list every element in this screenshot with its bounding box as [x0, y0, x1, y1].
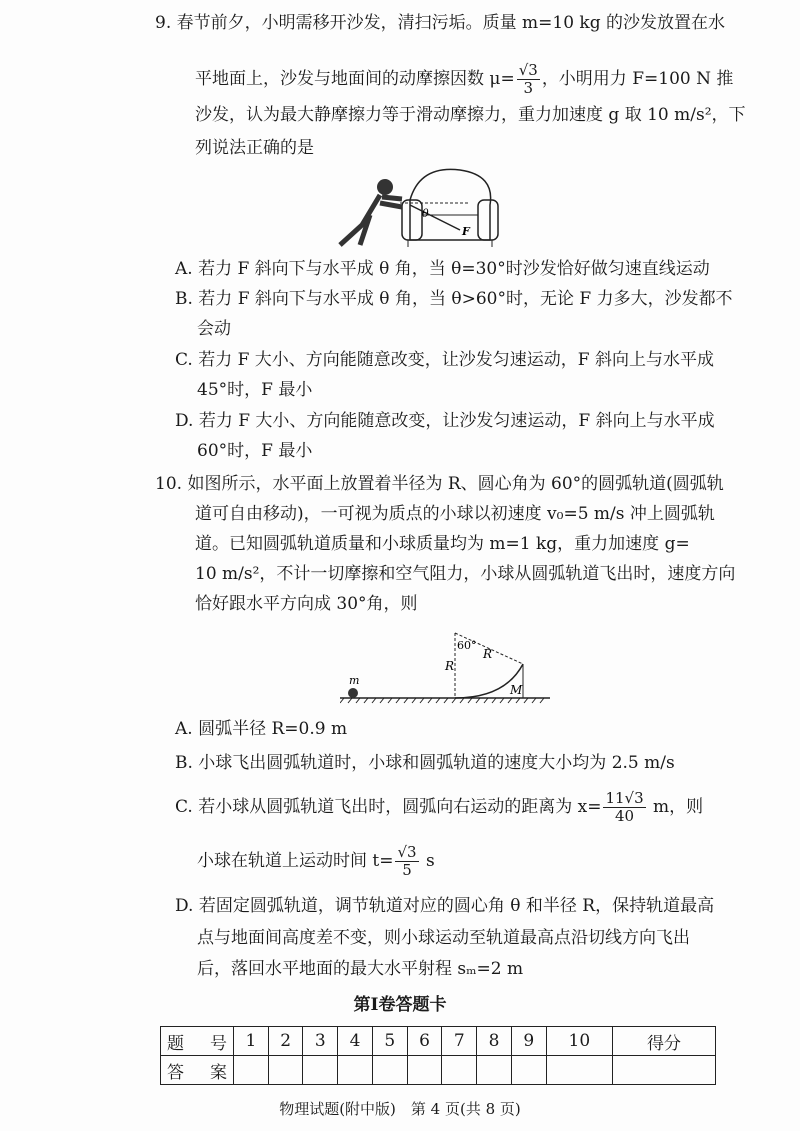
q9-option-b-cont: 会动 — [197, 319, 231, 339]
question-number: 4 — [338, 1027, 373, 1056]
answer-cell[interactable] — [407, 1056, 442, 1085]
q10-option-c-cont: 小球在轨道上运动时间 t= $\frac{√3}{5}$ s — [197, 843, 435, 879]
answer-cell[interactable] — [546, 1056, 613, 1085]
row-label: 题 号 — [161, 1027, 234, 1056]
q10-line: 10 m/s²，不计一切摩擦和空气阻力，小球从圆弧轨道飞出时，速度方向 — [195, 564, 736, 584]
question-number: 6 — [407, 1027, 442, 1056]
q9-line: 平地面上，沙发与地面间的动摩擦因数 μ= $\frac{√3}{3}$ ，小明用力 F=100 N 推 — [195, 61, 734, 97]
svg-text:60°: 60° — [457, 639, 477, 652]
q10-line: 道可自由移动)，一可视为质点的小球以初速度 v₀=5 m/s 冲上圆弧轨 — [195, 504, 715, 524]
answer-cell[interactable] — [477, 1056, 512, 1085]
q10-option-a: A. 圆弧半径 R=0.9 m — [175, 719, 348, 739]
question-number: 3 — [303, 1027, 338, 1056]
q10-option-d-cont: 点与地面间高度差不变，则小球运动至轨道最高点沿切线方向飞出 — [197, 928, 690, 948]
page-footer: 物理试题(附中版) 第 4 页(共 8 页) — [279, 1100, 521, 1118]
q9-line: 9. 春节前夕，小明需移开沙发，清扫污垢。质量 m=10 kg 的沙发放置在水 — [155, 13, 726, 33]
question-number: 9 — [511, 1027, 546, 1056]
fraction: $\frac{√3}{3}$ — [518, 61, 538, 97]
q10-option-d: D. 若固定圆弧轨道，调节轨道对应的圆心角 θ 和半径 R，保持轨道最高 — [175, 896, 715, 916]
fraction: $\frac{√3}{5}$ — [397, 843, 417, 879]
question-number: 7 — [442, 1027, 477, 1056]
sofa-figure — [300, 165, 500, 250]
q10-line: 道。已知圆弧轨道质量和小球质量均为 m=1 kg，重力加速度 g= — [195, 534, 690, 554]
svg-text:θ: θ — [422, 207, 429, 220]
svg-text:R: R — [445, 659, 455, 673]
score-cell[interactable] — [613, 1056, 716, 1085]
svg-text:m: m — [349, 674, 360, 687]
q10-line: 10. 如图所示，水平面上放置着半径为 R、圆心角为 60°的圆弧轨道(圆弧轨 — [155, 474, 724, 494]
answer-card-title: 第Ⅰ卷答题卡 — [353, 995, 447, 1015]
q10-option-d-cont: 后，落回水平地面的最大水平射程 sₘ=2 m — [197, 959, 524, 979]
answer-cell[interactable] — [442, 1056, 477, 1085]
row-label: 答 案 — [161, 1056, 234, 1085]
question-number: 1 — [234, 1027, 269, 1056]
answer-card-table — [160, 1026, 716, 1085]
question-number: 8 — [477, 1027, 512, 1056]
answer-cell[interactable] — [372, 1056, 407, 1085]
answer-cell[interactable] — [511, 1056, 546, 1085]
q9-option-d-cont: 60°时，F 最小 — [197, 441, 313, 461]
question-number: 10 — [546, 1027, 613, 1056]
svg-text:R: R — [483, 647, 493, 661]
question-number: 5 — [372, 1027, 407, 1056]
q9-option-c-cont: 45°时，F 最小 — [197, 380, 313, 400]
q9-option-b: B. 若力 F 斜向下与水平成 θ 角，当 θ>60°时，无论 F 力多大，沙发都不 — [175, 289, 733, 309]
q10-line: 恰好跟水平方向成 30°角，则 — [195, 594, 418, 614]
q10-option-b: B. 小球飞出圆弧轨道时，小球和圆弧轨道的速度大小均为 2.5 m/s — [175, 753, 675, 773]
track-figure — [340, 625, 550, 705]
q10-option-c: C. 若小球从圆弧轨道飞出时，圆弧向右运动的距离为 x= $\frac{11√3}{40}$ m，则 — [175, 789, 704, 825]
fraction: $\frac{11√3}{40}$ — [605, 789, 644, 825]
answer-cell[interactable] — [234, 1056, 269, 1085]
answer-cell[interactable] — [338, 1056, 373, 1085]
svg-text:F: F — [462, 225, 470, 238]
question-number: 2 — [268, 1027, 303, 1056]
q9-line: 沙发，认为最大静摩擦力等于滑动摩擦力，重力加速度 g 取 10 m/s²，下 — [195, 105, 746, 125]
answer-cell[interactable] — [303, 1056, 338, 1085]
score-label: 得分 — [613, 1027, 716, 1056]
q9-option-d: D. 若力 F 大小、方向能随意改变，让沙发匀速运动，F 斜向上与水平成 — [175, 411, 715, 431]
answer-cell[interactable] — [268, 1056, 303, 1085]
q9-option-c: C. 若力 F 大小、方向能随意改变，让沙发匀速运动，F 斜向上与水平成 — [175, 350, 715, 370]
q9-line: 列说法正确的是 — [195, 138, 314, 158]
q9-option-a: A. 若力 F 斜向下与水平成 θ 角，当 θ=30°时沙发恰好做匀速直线运动 — [175, 259, 710, 279]
svg-text:M: M — [510, 683, 523, 697]
